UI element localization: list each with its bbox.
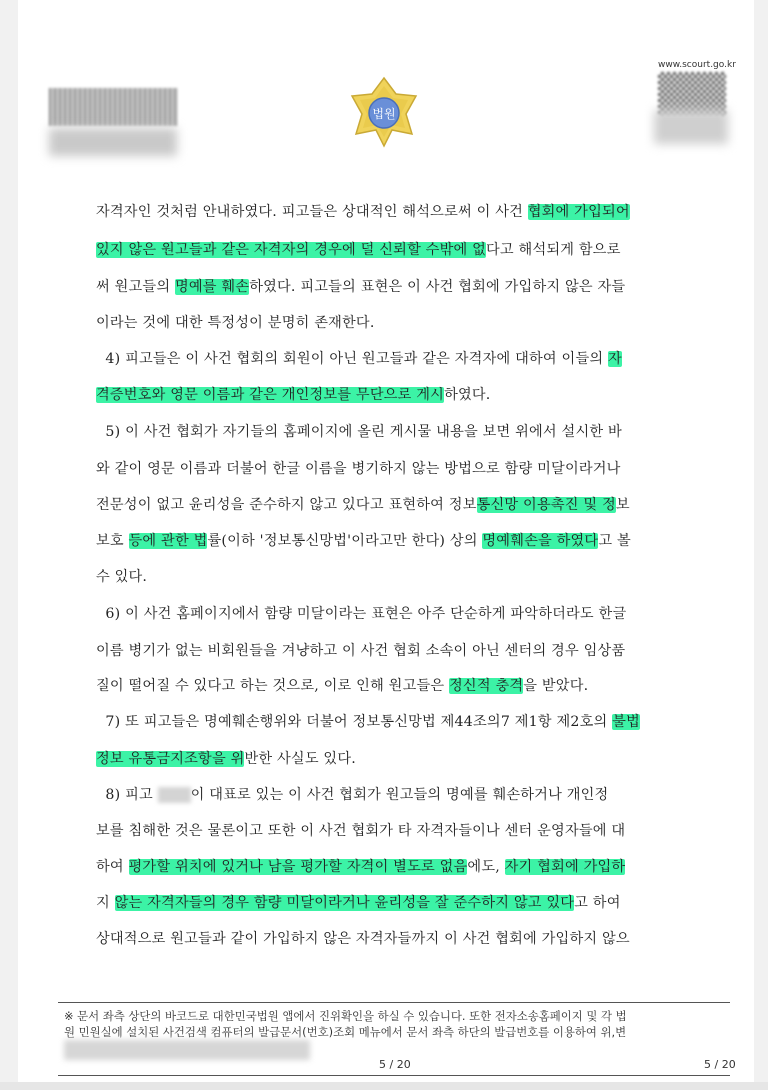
court-emblem-icon — [346, 76, 422, 148]
body-line — [96, 604, 626, 624]
viewer-left-margin — [0, 0, 18, 1090]
body-line — [96, 749, 356, 769]
highlighted-text: 자 — [607, 351, 622, 367]
body-text-segment: 질이 떨어질 수 있다고 하는 것으로, 이로 인해 원고들은 — [96, 678, 450, 694]
document-barcode — [49, 88, 177, 126]
highlighted-text: 자기 협회에 가입하 — [504, 859, 626, 875]
body-line — [96, 676, 588, 696]
body-line — [96, 929, 630, 949]
highlighted-text: 명예를 훼손 — [174, 279, 250, 295]
notice-redacted-text — [64, 1040, 310, 1060]
highlighted-text: 협회에 가입되어 — [527, 204, 630, 220]
body-text-segment: 4) 피고들은 이 사건 협회의 회원이 아닌 원고들과 같은 자격자에 대하여 이들의 — [96, 351, 608, 367]
body-text-segment: 하였다. — [444, 387, 491, 403]
body-line — [96, 240, 621, 260]
highlighted-text: 명예훼손을 하였다 — [482, 533, 599, 549]
highlighted-text: 평가할 위치에 있거나 남을 평가할 자격이 별도로 없음 — [128, 859, 468, 875]
body-text-segment: 이름 병기가 없는 비회원들을 겨냥하고 이 사건 협회 소속이 아닌 센터의 경우 임상품 — [96, 643, 626, 659]
body-text-segment: 률(이하 '정보통신망법'이라고만 한다) 상의 — [207, 533, 483, 549]
body-line — [96, 893, 621, 913]
body-line — [96, 567, 147, 587]
body-line — [96, 641, 625, 661]
body-text-segment: 6) 이 사건 홈페이지에서 함량 미달이라는 표현은 아주 단순하게 파악하더라도 한글 — [96, 606, 627, 622]
highlighted-text: 격증번호와 영문 이름과 같은 개인정보를 무단으로 게시 — [96, 387, 445, 403]
body-text-segment: 고 볼 — [598, 533, 631, 549]
highlighted-text: 불법 — [612, 714, 640, 730]
body-text-segment: 보를 침해한 것은 물론이고 또한 이 사건 협회가 타 자격자들이나 센터 운영자들에 대 — [96, 823, 626, 839]
body-text-segment: 써 원고들의 — [96, 279, 175, 295]
body-line — [96, 712, 640, 732]
body-text-segment: 이라는 것에 대한 특정성이 분명히 존재한다. — [96, 315, 375, 331]
issue-number-redacted — [49, 128, 177, 156]
body-line — [96, 857, 625, 877]
highlighted-text: 있지 않은 원고들과 같은 자격자의 경우에 덜 신뢰할 수밖에 없 — [96, 242, 487, 258]
body-line — [96, 459, 621, 479]
viewer-bottom-margin — [0, 1082, 768, 1090]
body-text-segment: 전문성이 없고 윤리성을 준수하지 않고 있다고 표현하여 정보 — [96, 497, 477, 513]
body-text-segment: 을 받았다. — [523, 678, 589, 694]
notice-line-1: ※ 문서 좌측 상단의 바코드로 대한민국법원 앱에서 진위확인을 하실 수 있습니다. 또한 전자소송홈페이지 및 각 법 — [64, 1009, 627, 1023]
body-line — [96, 349, 622, 369]
body-line — [96, 531, 631, 551]
body-text-segment: 하였다. 피고들의 표현은 이 사건 협회에 가입하지 않은 자들 — [249, 279, 626, 295]
page-number-right: 5 / 20 — [704, 1058, 736, 1071]
highlighted-text: 정신적 충격 — [449, 678, 524, 694]
body-line — [96, 277, 625, 297]
qr-number-redacted — [654, 110, 728, 144]
page-number-center: 5 / 20 — [379, 1058, 411, 1071]
body-line — [96, 313, 375, 333]
body-line — [96, 385, 491, 405]
redacted-name — [158, 787, 191, 803]
body-text-segment: 와 같이 영문 이름과 더불어 한글 이름을 병기하지 않는 방법으로 함량 미달이라거나 — [96, 461, 621, 477]
body-text-segment: 하여 — [96, 859, 129, 875]
body-text-segment: 8) 피고 — [96, 787, 158, 803]
body-text-segment: 7) 또 피고들은 명예훼손행위와 더불어 정보통신망법 제44조의7 제1항 제2호의 — [96, 714, 613, 730]
body-text-segment: 5) 이 사건 협회가 자기들의 홈페이지에 올린 게시물 내용을 보면 위에서 설시한 바 — [96, 424, 622, 440]
body-line — [96, 785, 608, 805]
body-text-segment: 지 — [96, 895, 115, 911]
notice-line-2: 원 민원실에 설치된 사건검색 컴퓨터의 발급문서(번호)조회 메뉴에서 문서 좌측 하단의 발급번호를 이용하여 위,변 — [64, 1025, 627, 1039]
highlighted-text: 정보 유통금지조항을 위 — [96, 751, 245, 767]
highlighted-text: 통신망 이용촉진 및 정 — [476, 497, 616, 513]
viewer-right-margin — [754, 0, 768, 1090]
emblem-text: 법원 — [372, 107, 396, 121]
body-line — [96, 821, 625, 841]
highlighted-text: 등에 관한 법 — [128, 533, 208, 549]
qr-url-label: www.scourt.go.kr — [658, 60, 736, 70]
body-text-segment: 고 하여 — [574, 895, 621, 911]
body-text-segment: 다고 해석되게 함으로 — [486, 242, 621, 258]
body-text-segment: 반한 사실도 있다. — [244, 751, 356, 767]
body-line — [96, 422, 622, 442]
body-line — [96, 202, 630, 222]
body-text-segment: 이 대표로 있는 이 사건 협회가 원고들의 명예를 훼손하거나 개인정 — [190, 787, 609, 803]
body-text-segment: 보호 — [96, 533, 129, 549]
body-text-segment: 에도, — [467, 859, 505, 875]
body-text-segment: 상대적으로 원고들과 같이 가입하지 않은 자격자들까지 이 사건 협회에 가입하지 않으 — [96, 931, 630, 947]
body-text-segment: 수 있다. — [96, 569, 148, 585]
body-text-segment: 자격자인 것처럼 안내하였다. 피고들은 상대적인 해석으로써 이 사건 — [96, 204, 528, 220]
body-line — [96, 495, 630, 515]
highlighted-text: 않는 자격자들의 경우 함량 미달이라거나 윤리성을 잘 준수하지 않고 있다 — [114, 895, 575, 911]
body-text-segment: 보 — [615, 497, 630, 513]
